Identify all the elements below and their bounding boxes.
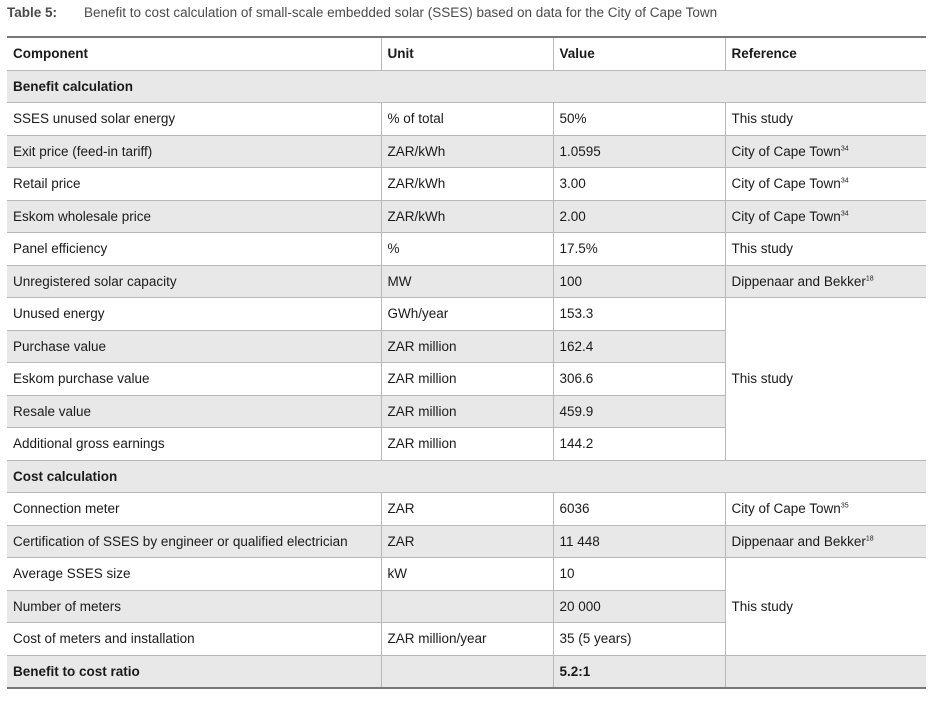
cell-component: Connection meter (7, 493, 381, 526)
reference-footnote: 18 (865, 535, 874, 543)
cell-value: 20 000 (553, 590, 725, 623)
total-row (7, 655, 926, 688)
cell-reference (725, 200, 926, 233)
reference-text: This study (731, 598, 794, 614)
cell-component: Unused energy (7, 298, 381, 331)
cell-value: 5.2:1 (553, 655, 725, 688)
cell-component: Average SSES size (7, 558, 381, 591)
cell-value: 100 (553, 265, 725, 298)
cell-unit: ZAR/kWh (381, 135, 553, 168)
cell-unit: ZAR (381, 525, 553, 558)
table-row (7, 525, 926, 558)
header-reference: Reference (725, 37, 926, 70)
cell-unit: ZAR/kWh (381, 168, 553, 201)
section-row-cost (7, 460, 926, 493)
cell-reference-merged (725, 558, 926, 656)
cell-unit: ZAR million/year (381, 623, 553, 656)
header-unit: Unit (381, 37, 553, 70)
cell-value: 6036 (553, 493, 725, 526)
cell-component: Cost of meters and installation (7, 623, 381, 656)
cell-component: Panel efficiency (7, 233, 381, 266)
cell-reference (725, 655, 926, 688)
cell-component: Eskom purchase value (7, 363, 381, 396)
cell-value: 162.4 (553, 330, 725, 363)
table-row (7, 558, 926, 591)
benefit-cost-table (7, 36, 926, 689)
cell-unit: ZAR (381, 493, 553, 526)
reference-text: This study (731, 241, 794, 257)
cell-value: 50% (553, 103, 725, 136)
caption-label: Table 5: (7, 5, 58, 20)
reference-text: Dippenaar and Bekker (731, 273, 866, 289)
cell-unit: ZAR million (381, 428, 553, 461)
reference-footnote: 18 (865, 275, 874, 283)
cell-unit: GWh/year (381, 298, 553, 331)
cell-reference-merged (725, 298, 926, 461)
cell-component: Certification of SSES by engineer or qualified electrician (7, 525, 381, 558)
table-row (7, 233, 926, 266)
cell-unit (381, 590, 553, 623)
cell-value: 35 (5 years) (553, 623, 725, 656)
reference-text: City of Cape Town (731, 208, 841, 224)
reference-footnote: 34 (840, 145, 849, 153)
table-row (7, 493, 926, 526)
cell-value: 2.00 (553, 200, 725, 233)
header-component: Component (7, 37, 381, 70)
cell-value: 153.3 (553, 298, 725, 331)
cell-unit (381, 655, 553, 688)
table-row (7, 103, 926, 136)
section-title: Cost calculation (7, 460, 926, 493)
cell-reference (725, 168, 926, 201)
section-row-benefit (7, 70, 926, 103)
section-title: Benefit calculation (7, 70, 926, 103)
cell-unit: % (381, 233, 553, 266)
header-value: Value (553, 37, 725, 70)
reference-text: City of Cape Town (731, 176, 841, 192)
table-row (7, 168, 926, 201)
cell-reference (725, 135, 926, 168)
cell-reference (725, 103, 926, 136)
table-row (7, 298, 926, 331)
cell-value: 459.9 (553, 395, 725, 428)
reference-footnote: 34 (840, 210, 849, 218)
cell-value: 1.0595 (553, 135, 725, 168)
cell-value: 3.00 (553, 168, 725, 201)
table-caption (7, 5, 717, 20)
cell-value: 144.2 (553, 428, 725, 461)
cell-unit: ZAR/kWh (381, 200, 553, 233)
reference-text: This study (731, 371, 794, 387)
table-row (7, 135, 926, 168)
reference-text: City of Cape Town (731, 143, 841, 159)
cell-reference (725, 265, 926, 298)
cell-unit: ZAR million (381, 363, 553, 396)
cell-value: 17.5% (553, 233, 725, 266)
reference-text: Dippenaar and Bekker (731, 533, 866, 549)
cell-value: 11 448 (553, 525, 725, 558)
cell-value: 306.6 (553, 363, 725, 396)
reference-text: This study (731, 111, 794, 127)
cell-component: Purchase value (7, 330, 381, 363)
cell-unit: MW (381, 265, 553, 298)
cell-component: Unregistered solar capacity (7, 265, 381, 298)
cell-reference (725, 493, 926, 526)
cell-unit: % of total (381, 103, 553, 136)
caption-text: Benefit to cost calculation of small-scale embedded solar (SSES) based on data for the City of Cape Town (84, 5, 718, 20)
cell-component: Additional gross earnings (7, 428, 381, 461)
table-row (7, 200, 926, 233)
reference-footnote: 35 (840, 502, 849, 510)
cell-unit: kW (381, 558, 553, 591)
table-row (7, 265, 926, 298)
table-header-row (7, 37, 926, 70)
reference-text: City of Cape Town (731, 501, 841, 517)
cell-component: SSES unused solar energy (7, 103, 381, 136)
cell-reference (725, 233, 926, 266)
cell-reference (725, 525, 926, 558)
cell-component: Resale value (7, 395, 381, 428)
reference-footnote: 34 (840, 177, 849, 185)
cell-unit: ZAR million (381, 395, 553, 428)
cell-component: Number of meters (7, 590, 381, 623)
cell-unit: ZAR million (381, 330, 553, 363)
cell-component: Exit price (feed-in tariff) (7, 135, 381, 168)
cell-component: Benefit to cost ratio (7, 655, 381, 688)
cell-value: 10 (553, 558, 725, 591)
cell-component: Eskom wholesale price (7, 200, 381, 233)
cell-component: Retail price (7, 168, 381, 201)
